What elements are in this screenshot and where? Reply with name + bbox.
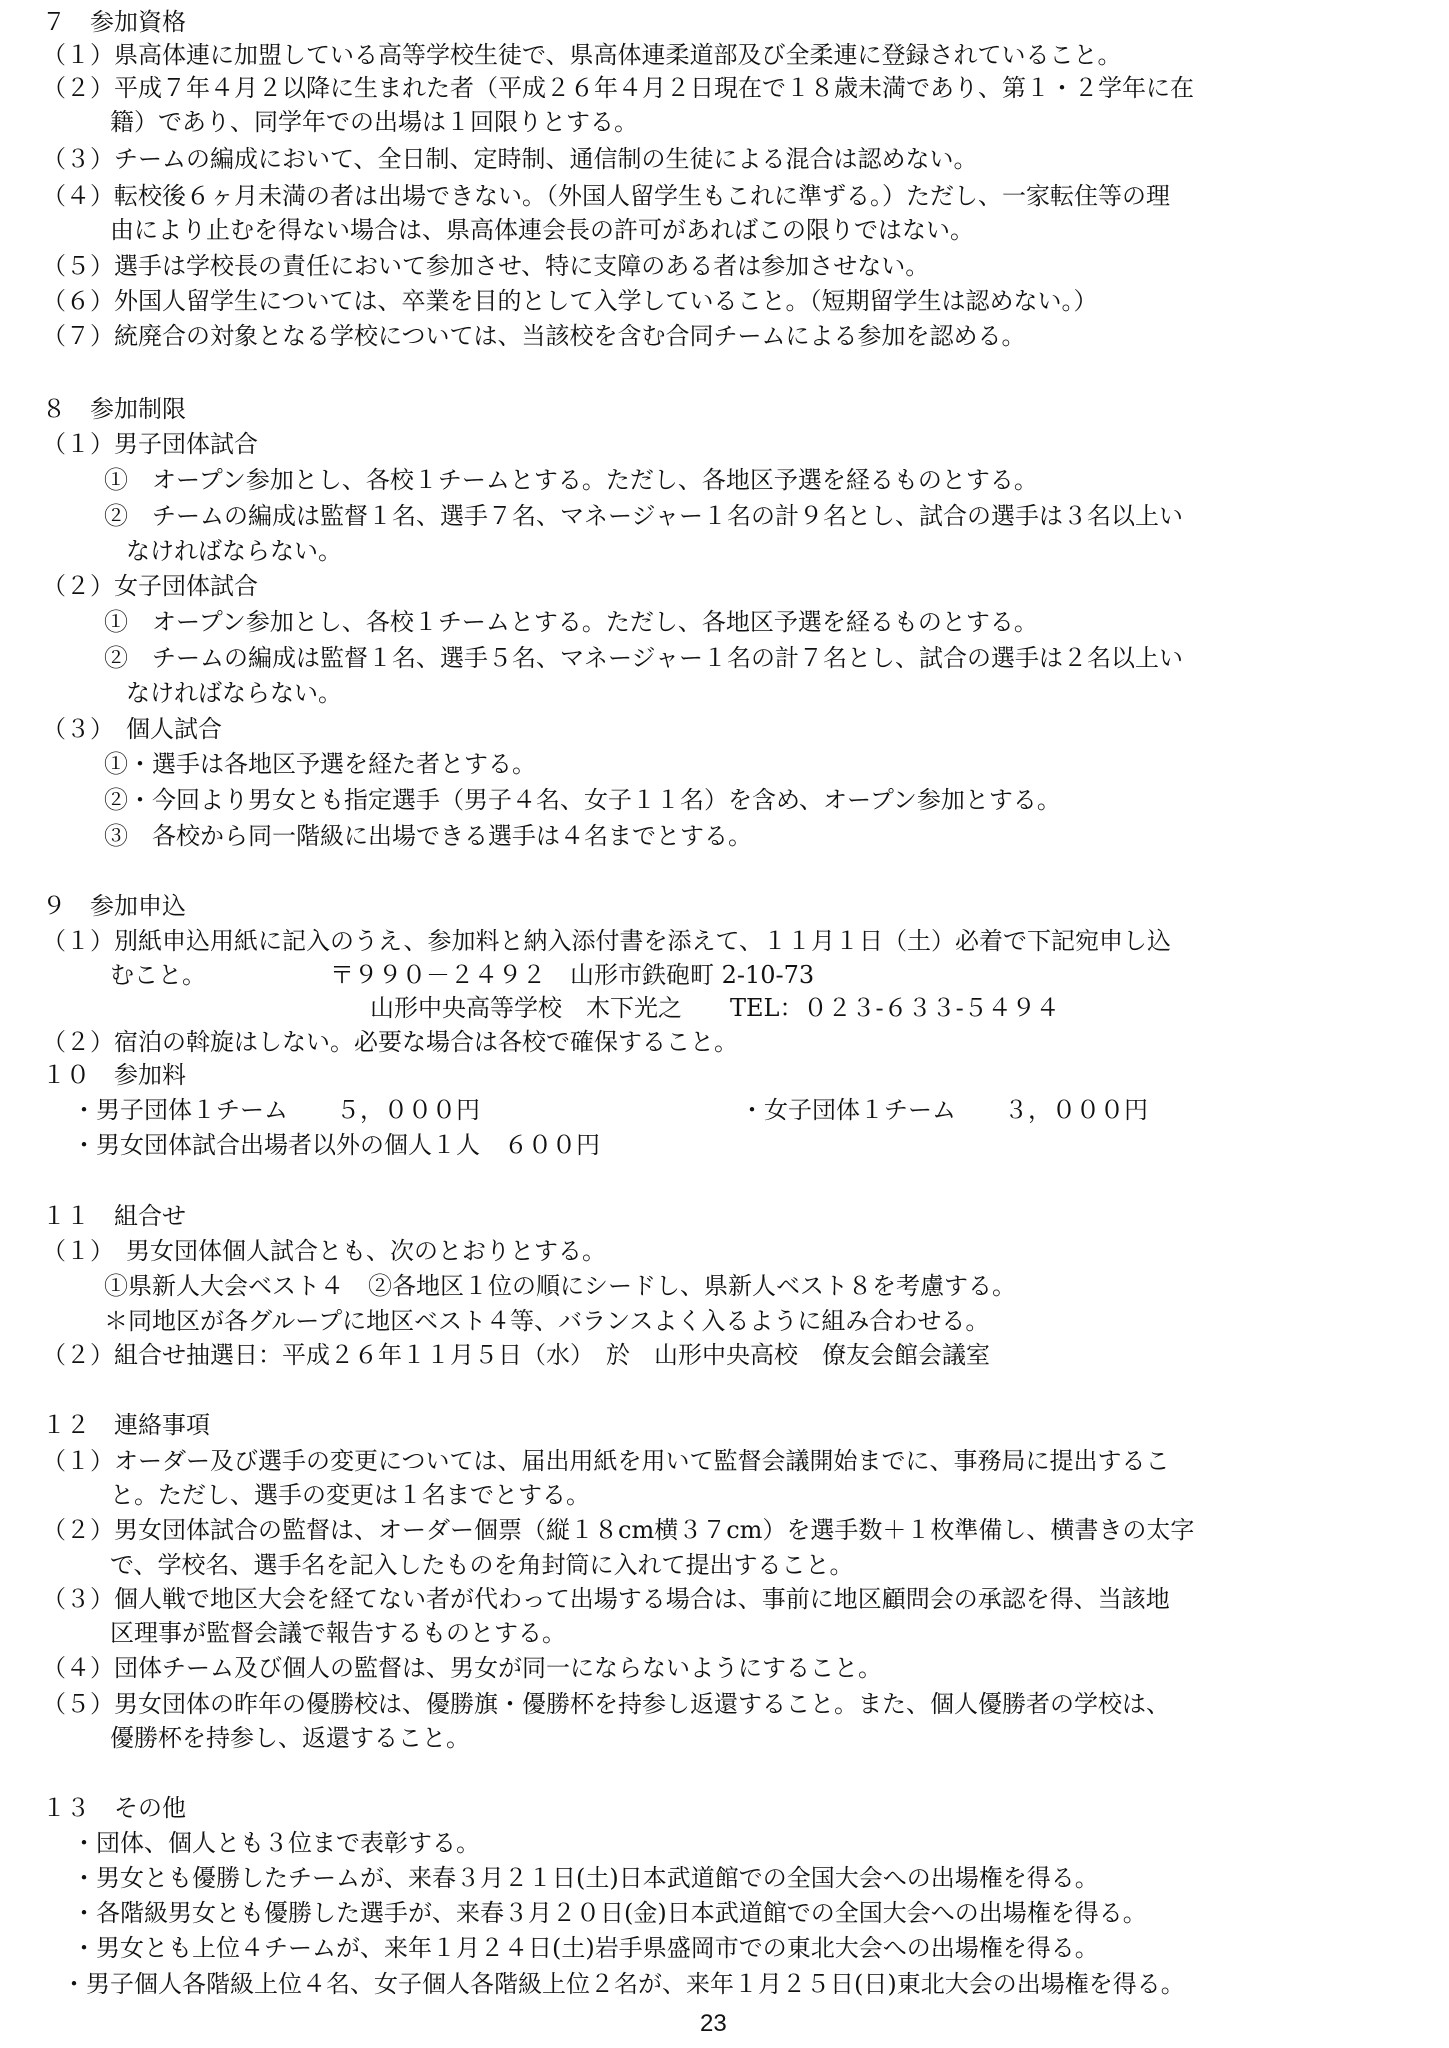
s7-item-3: （３）チームの編成において、全日制、定時制、通信制の生徒による混合は認めない。 [42, 145, 978, 173]
s9-item-2: （２）宿泊の斡旋はしない。必要な場合は各校で確保すること。 [42, 1028, 738, 1056]
section-12-heading: １２ 連絡事項 [42, 1411, 210, 1439]
s8-sub-3-item-3: ③ 各校から同一階級に出場できる選手は４名までとする。 [104, 822, 752, 850]
s13-item-3: ・各階級男女とも優勝した選手が、来春３月２０日(金)日本武道館での全国大会への出場権を得る。 [72, 1899, 1147, 1927]
s9-contact: 山形中央高等学校 木下光之 TEL：０２３-６３３-５４９４ [370, 994, 1060, 1022]
s8-sub-1-item-1: ① オープン参加とし、各校１チームとする。ただし、各地区予選を経るものとする。 [104, 466, 1038, 494]
page-number: 23 [700, 2010, 727, 2037]
s12-item-1-cont: と。ただし、選手の変更は１名までとする。 [110, 1481, 590, 1509]
s9-address: 〒９９０－２４９２ 山形市鉄砲町 2-10-73 [330, 961, 815, 989]
s7-item-6: （６）外国人留学生については、卒業を目的として入学していること。（短期留学生は認めない。） [42, 287, 1098, 315]
s13-item-5: ・男子個人各階級上位４名、女子個人各階級上位２名が、来年１月２５日(日)東北大会の出場権を得る。 [62, 1970, 1185, 1998]
s10-fee-individual: ・男女団体試合出場者以外の個人１人 ６００円 [72, 1131, 600, 1159]
section-11-heading: １１ 組合せ [42, 1202, 186, 1230]
s12-item-5-cont: 優勝杯を持参し、返還すること。 [110, 1724, 470, 1752]
s12-item-2-cont: で、学校名、選手名を記入したものを角封筒に入れて提出すること。 [110, 1551, 854, 1579]
s7-item-2: （２）平成７年４月２以降に生まれた者（平成２６年４月２日現在で１８歳未満であり、第１・２学年に在 [42, 74, 1194, 102]
s8-sub-3-item-1: ①・選手は各地区予選を経た者とする。 [104, 750, 536, 778]
s12-item-1: （１）オーダー及び選手の変更については、届出用紙を用いて監督会議開始までに、事務局に提出するこ [42, 1447, 1170, 1475]
s12-item-5: （５）男女団体の昨年の優勝校は、優勝旗・優勝杯を持参し返還すること。また、個人優勝者の学校は、 [42, 1690, 1170, 1718]
s12-item-3-cont: 区理事が監督会議で報告するものとする。 [110, 1619, 566, 1647]
s8-sub-1-item-2: ② チームの編成は監督１名、選手７名、マネージャー１名の計９名とし、試合の選手は３名以上い [104, 502, 1184, 530]
s13-item-1: ・団体、個人とも３位まで表彰する。 [72, 1829, 480, 1857]
section-7-heading: ７ 参加資格 [42, 8, 186, 36]
s11-item-1: （１） 男女団体個人試合とも、次のとおりとする。 [42, 1237, 606, 1265]
s9-item-1: （１）別紙申込用紙に記入のうえ、参加料と納入添付書を添えて、１１月１日（土）必着で下記宛申し込 [42, 927, 1171, 955]
s9-item-1-cont: むこと。 [110, 961, 206, 989]
section-10-heading: １０ 参加料 [42, 1061, 186, 1089]
s12-item-4: （４）団体チーム及び個人の監督は、男女が同一にならないようにすること。 [42, 1654, 882, 1682]
s7-item-4: （４）転校後６ヶ月未満の者は出場できない。（外国人留学生もこれに準ずる。）ただし、一家転住等の理 [42, 182, 1170, 210]
s7-item-7: （７）統廃合の対象となる学校については、当該校を含む合同チームによる参加を認める。 [42, 322, 1026, 350]
s11-item-1-a: ①県新人大会ベスト４ ②各地区１位の順にシードし、県新人ベスト８を考慮する。 [104, 1272, 1016, 1300]
section-13-heading: １３ その他 [42, 1794, 186, 1822]
s8-sub-2-item-2-cont: なければならない。 [126, 679, 342, 707]
s8-sub-2-item-2: ② チームの編成は監督１名、選手５名、マネージャー１名の計７名とし、試合の選手は２名以上い [104, 644, 1184, 672]
s13-item-2: ・男女とも優勝したチームが、来春３月２１日(土)日本武道館での全国大会への出場権を得る。 [72, 1864, 1099, 1892]
s12-item-3: （３）個人戦で地区大会を経てない者が代わって出場する場合は、事前に地区顧問会の承認を得、当該地 [42, 1585, 1170, 1613]
s10-fee-men: ・男子団体１チーム ５，０００円 [72, 1096, 480, 1124]
s8-sub-3-item-2: ②・今回より男女とも指定選手（男子４名、女子１１名）を含め、オープン参加とする。 [104, 786, 1061, 814]
section-9-heading: ９ 参加申込 [42, 892, 186, 920]
s8-sub-1: （１）男子団体試合 [42, 430, 258, 458]
s13-item-4: ・男女とも上位４チームが、来年１月２４日(土)岩手県盛岡市での東北大会への出場権を得る。 [72, 1934, 1099, 1962]
s10-fee-women: ・女子団体１チーム ３，０００円 [740, 1096, 1148, 1124]
s7-item-1: （１）県高体連に加盟している高等学校生徒で、県高体連柔道部及び全柔連に登録されていること。 [42, 41, 1122, 69]
s11-item-1-b: ＊同地区が各グループに地区ベスト４等、バランスよく入るように組み合わせる。 [104, 1307, 990, 1335]
s8-sub-2: （２）女子団体試合 [42, 572, 258, 600]
s12-item-2: （２）男女団体試合の監督は、オーダー個票（縦１８cm横３７cm）を選手数＋１枚準備し、横書きの太字 [42, 1516, 1195, 1544]
s7-item-2-cont: 籍）であり、同学年での出場は１回限りとする。 [110, 108, 638, 136]
s7-item-5: （５）選手は学校長の責任において参加させ、特に支障のある者は参加させない。 [42, 252, 930, 280]
s11-item-2: （２）組合せ抽選日：平成２６年１１月５日（水） 於 山形中央高校 僚友会館会議室 [42, 1341, 990, 1369]
section-8-heading: ８ 参加制限 [42, 395, 186, 423]
s8-sub-2-item-1: ① オープン参加とし、各校１チームとする。ただし、各地区予選を経るものとする。 [104, 608, 1038, 636]
s7-item-4-cont: 由により止むを得ない場合は、県高体連会長の許可があればこの限りではない。 [110, 216, 974, 244]
s8-sub-3: （３） 個人試合 [42, 715, 222, 743]
s8-sub-1-item-2-cont: なければならない。 [126, 537, 342, 565]
